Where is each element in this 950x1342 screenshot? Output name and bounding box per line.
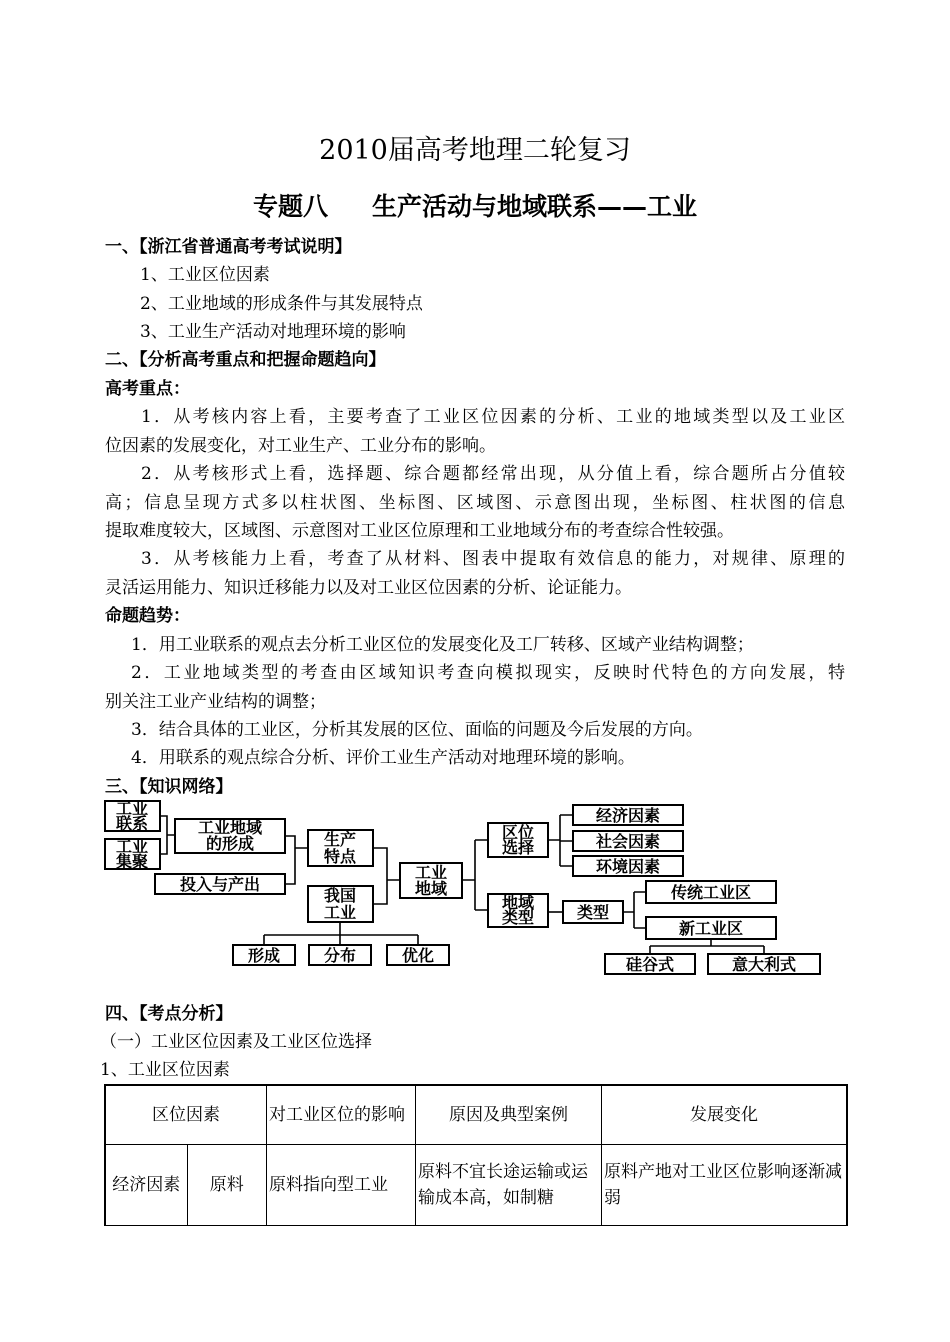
node-fb: 分布: [323, 946, 357, 965]
trend-line: 2．工业地域类型的考查由区域知识考查向模拟现实，反映时代特色的方向发展，特: [131, 663, 845, 683]
section4-heading: 四、【考点分析】: [105, 1004, 233, 1024]
node-chuantong: 传统工业区: [670, 883, 752, 902]
table-cell: 原料不宜长途运输或运输成本高，如制糖: [416, 1145, 602, 1226]
table-header-cell: 原因及典型案例: [416, 1085, 602, 1145]
node-leixing-b: 类型: [576, 903, 610, 922]
node-shengchan-line1: 生产: [323, 830, 357, 849]
section3-heading: 三、【知识网络】: [105, 777, 233, 797]
focus-paragraph-line: 灵活运用能力、知识迁移能力以及对工业区位因素的分析、论证能力。: [105, 578, 632, 598]
node-shengchan-line2: 特点: [323, 847, 357, 866]
node-diyu-line2: 地域: [414, 879, 448, 898]
table-header-cell: 对工业区位的影响: [267, 1085, 416, 1145]
section1-item: 1、工业区位因素: [140, 265, 270, 285]
table-row: [105, 1145, 847, 1226]
focus-paragraph-line: 提取难度较大，区域图、示意图对工业区位原理和工业地域分布的考查综合性较强。: [105, 521, 734, 541]
table-cell: 经济因素: [105, 1145, 187, 1226]
table-header-row: [105, 1085, 847, 1145]
node-huanjing: 环境因素: [595, 857, 661, 876]
focus-paragraph-line: 3．从考核能力上看，考查了从材料、图表中提取有效信息的能力，对规律、原理的: [141, 549, 845, 569]
node-quwei-line2: 选择: [501, 838, 535, 857]
table-cell: 原料产地对工业区位影响逐渐减弱: [602, 1145, 848, 1226]
node-yh: 优化: [401, 946, 435, 965]
focus-paragraph-line: 1．从考核内容上看，主要考查了工业区位因素的分析、工业的地域类型以及工业区: [141, 407, 845, 427]
table-cell: 原料指向型工业: [267, 1145, 416, 1226]
section2-heading: 二、【分析高考重点和把握命题趋向】: [105, 350, 386, 370]
section1-item: 2、工业地域的形成条件与其发展特点: [140, 294, 423, 314]
subtitle-topic-number: 专题八: [252, 192, 328, 221]
node-leixing-a-line1: 地域: [501, 893, 535, 912]
page-subtitle: [0, 187, 950, 223]
location-factor-table: [104, 1084, 848, 1226]
node-woguo-line2: 工业: [323, 903, 357, 922]
node-xingcheng-line1: 工业地域: [197, 818, 263, 837]
trend-line: 1．用工业联系的观点去分析工业区位的发展变化及工厂转移、区域产业结构调整；: [131, 635, 754, 655]
trend-line: 3．结合具体的工业区，分析其发展的区位、面临的问题及今后发展的方向。: [131, 720, 703, 740]
page-title: 2010届高考地理二轮复习: [319, 135, 631, 166]
node-touru: 投入与产出: [179, 875, 261, 894]
node-guigu: 硅谷式: [625, 955, 675, 974]
node-quwei-line1: 区位: [501, 823, 535, 842]
node-xingcheng-line2: 的形成: [205, 834, 255, 853]
node-gongye-lianxi-line2: 联系: [115, 814, 149, 833]
node-yidali: 意大利式: [731, 955, 797, 974]
section1-heading: 一、【浙江省普通高考考试说明】: [105, 237, 352, 257]
node-shehui: 社会因素: [595, 832, 661, 851]
trend-label: 命题趋势：: [105, 606, 190, 626]
node-gongye-lianxi-line1: 工业: [115, 799, 149, 818]
table-header-cell: 发展变化: [602, 1085, 848, 1145]
trend-line: 别关注工业产业结构的调整；: [105, 692, 326, 712]
section4-subheading: （一）工业区位因素及工业区位选择: [100, 1032, 372, 1052]
table-cell: 原料: [187, 1145, 267, 1226]
node-jingji: 经济因素: [595, 806, 661, 825]
focus-paragraph-line: 位因素的发展变化，对工业生产、工业分布的影响。: [105, 436, 496, 456]
node-gongye-jiju-line2: 集聚: [115, 852, 149, 871]
node-xin: 新工业区: [678, 919, 744, 938]
node-leixing-a-line2: 类型: [501, 908, 535, 927]
knowledge-network-diagram: [100, 795, 840, 980]
subtitle-topic-name: 生产活动与地域联系——工业: [372, 192, 698, 221]
focus-label: 高考重点：: [105, 379, 190, 399]
node-woguo-line1: 我国: [323, 886, 357, 905]
focus-paragraph-line: 高；信息呈现方式多以柱状图、坐标图、区域图、示意图出现，坐标图、柱状图的信息: [105, 493, 845, 513]
focus-paragraph-line: 2．从考核形式上看，选择题、综合题都经常出现，从分值上看，综合题所占分值较: [141, 464, 845, 484]
trend-line: 4．用联系的观点综合分析、评价工业生产活动对地理环境的影响。: [131, 748, 635, 768]
node-gongye-jiju-line1: 工业: [115, 837, 149, 856]
node-xc: 形成: [247, 946, 281, 965]
table-header-cell: 区位因素: [105, 1085, 267, 1145]
node-diyu-line1: 工业: [414, 863, 448, 882]
section1-item: 3、工业生产活动对地理环境的影响: [140, 322, 406, 342]
section4-subheading-2: 1、工业区位因素: [100, 1060, 230, 1080]
